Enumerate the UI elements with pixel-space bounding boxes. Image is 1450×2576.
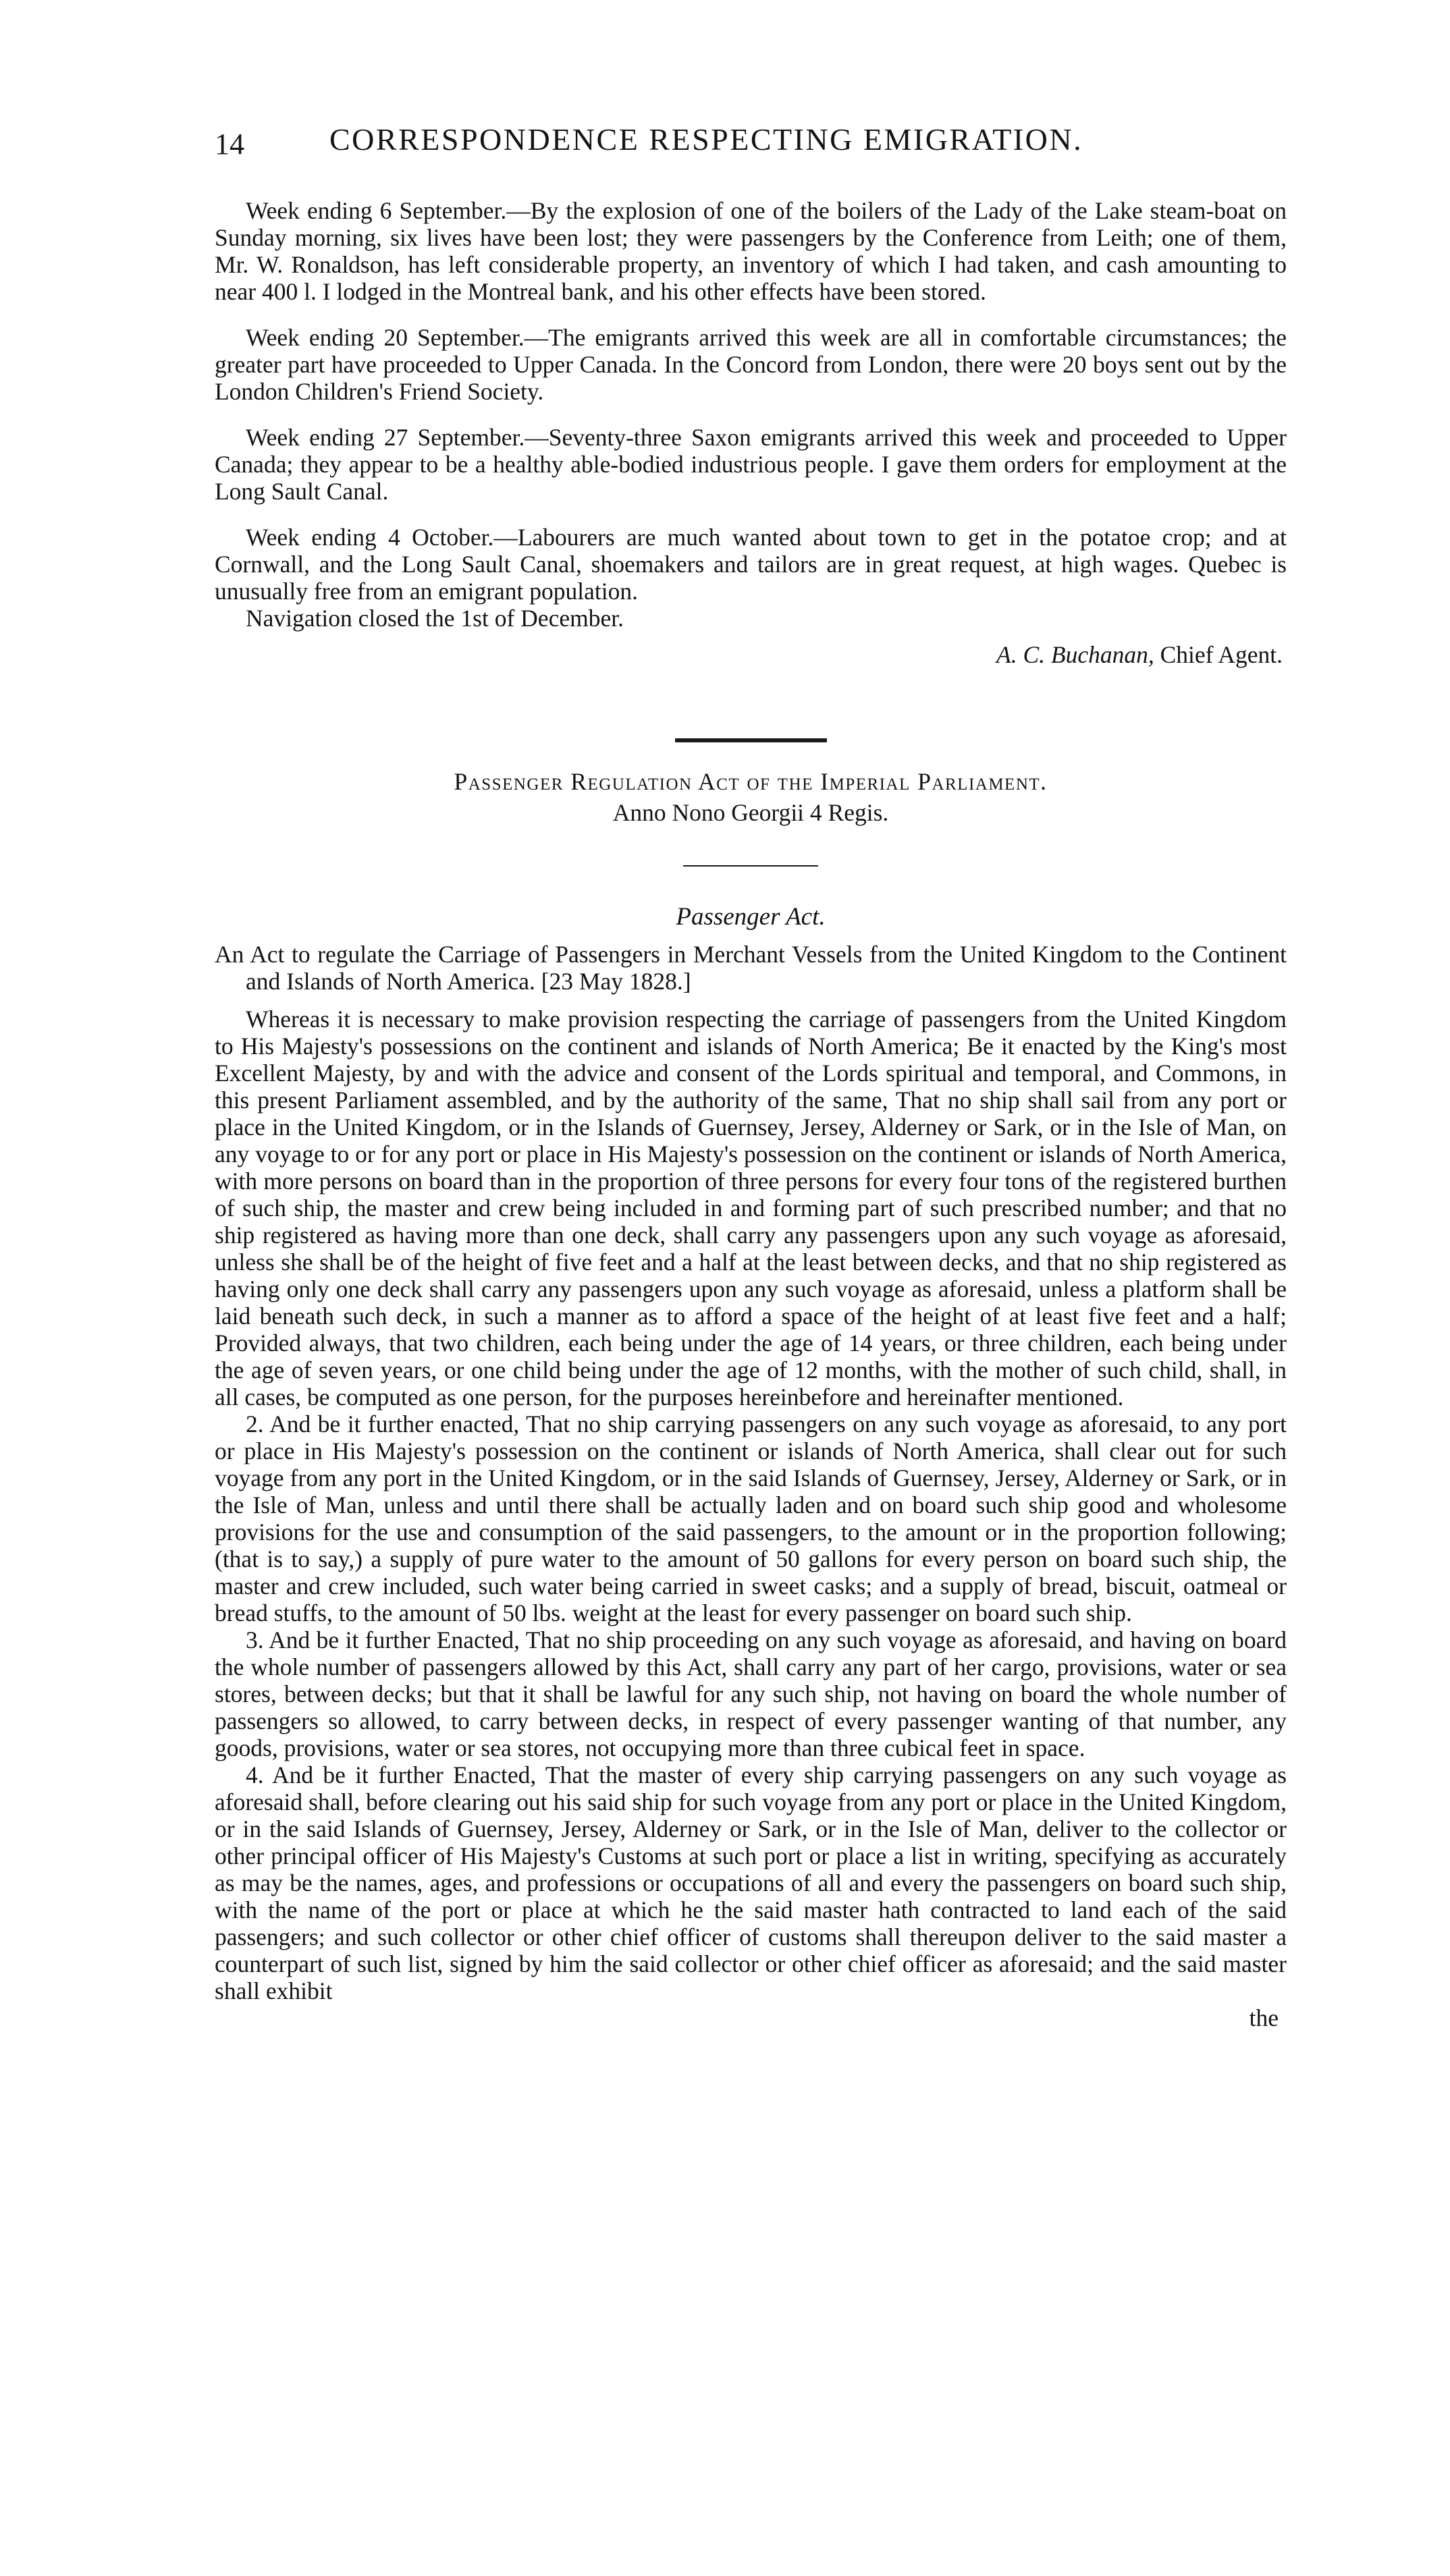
act-title: Passenger Act. [676, 903, 826, 931]
document-page [215, 121, 1287, 2031]
agent-report [215, 197, 1287, 668]
act-section-3: 3. And be it further Enacted, That no ship proceeding on any such voyage as aforesaid, and having on board the whole number of passengers allowed by this Act, shall carry any part of her cargo, provisions, water or sea stores, between decks; but that it shall be lawful for any such ship, not having on board the whole number of passengers so allowed, to carry between decks, in respect of every passenger wanting of that number, any goods, provisions, water or sea stores, not occupying more than three cubical feet in space. [215, 1626, 1287, 1761]
running-title: CORRESPONDENCE RESPECTING EMIGRATION. [329, 122, 1083, 157]
act-section-2: 2. And be it further enacted, That no ship carrying passengers on any such voyage as aforesaid, to any port or place in His Majesty's possession on the continent or islands of North America, shall clear out for such voyage from any port in the United Kingdom, or in the said Islands of Guernsey, Jersey, Alderney or Sark, or in the Isle of Man, unless and until there shall be actually laden and on board such ship good and wholesome provisions for the use and consumption of the said passengers, to the amount or in the proportion following; (that is to say,) a supply of pure water to the amount of 50 gallons for every person on board such ship, the master and crew included, such water being carried in sweet casks; and a supply of bread, biscuit, oatmeal or bread stuffs, to the amount of 50 lbs. weight at the least for every passenger on board such ship. [215, 1410, 1287, 1626]
act-section-4: 4. And be it further Enacted, That the master of every ship carrying passengers on any such voyage as aforesaid shall, before clearing out his said ship for such voyage from any port or place in the United Kingdom, or in the said Islands of Guernsey, Jersey, Alderney or Sark, or in the Isle of Man, deliver to the collector or other principal officer of His Majesty's Customs at such port or place a list in writing, specifying as accurately as may be the names, ages, and professions or occupations of all and every the passengers on board such ship, with the name of the port or place at which he the said master hath contracted to land each of the said passengers; and such collector or other chief officer of customs shall thereupon deliver to the said master a counterpart of such list, signed by him the said collector or other chief officer as aforesaid; and the said master shall exhibit [215, 1761, 1287, 2004]
section-divider-thick [675, 738, 827, 742]
catch-word: the [1249, 2004, 1279, 2031]
running-head [215, 121, 1287, 166]
section-divider-thin [683, 865, 818, 867]
report-paragraph-week-20-september: Week ending 20 September.—The emigrants arrived this week are all in comfortable circumstances; the greater part have proceeded to Upper Canada. In the Concord from London, there were 20 boys sent out by the London Children's Friend Society. [215, 324, 1287, 405]
act-body [215, 1006, 1287, 2031]
signature [215, 641, 1287, 668]
signature-name: A. C. Buchanan, [996, 641, 1154, 668]
act-subheading: Anno Nono Georgii 4 Regis. [612, 799, 889, 826]
act-long-title: An Act to regulate the Carriage of Passengers in Merchant Vessels from the United Kingdom to the Continent and Islands of North America. [23 May 1828.] [215, 941, 1287, 995]
report-paragraph-week-27-september: Week ending 27 September.—Seventy-three Saxon emigrants arrived this week and proceeded to Upper Canada; they appear to be a healthy able-bodied industrious people. I gave them orders for employment at the Long Sault Canal. [215, 424, 1287, 505]
act-preamble: Whereas it is necessary to make provision respecting the carriage of passengers from the United Kingdom to His Majesty's possessions on the continent and islands of North America; Be it enacted by the King's most Excellent Majesty, by and with the advice and consent of the Lords spiritual and temporal, and Commons, in this present Parliament assembled, and by the authority of the same, That no ship shall sail from any port or place in the United Kingdom, or in the Islands of Guernsey, Jersey, Alderney or Sark, or in the Isle of Man, on any voyage to or for any port or place in His Majesty's possession on the continent or islands of North America, with more persons on board than in the proportion of three persons for every four tons of the registered burthen of such ship, the master and crew being included in and forming part of such prescribed number; and that no ship registered as having more than one deck, shall carry any passengers upon any such voyage as aforesaid, unless she shall be of the height of five feet and a half at the least between decks, and that no ship registered as having only one deck shall carry any passengers upon any such voyage as aforesaid, unless a platform shall be laid beneath such deck, in such a manner as to afford a space of the height of at least five feet and a half; Provided always, that two children, each being under the age of 14 years, or three children, each being under the age of seven years, or one child being under the age of 12 months, with the mother of such child, shall, in all cases, be computed as one person, for the purposes hereinbefore and hereinafter mentioned. [215, 1006, 1287, 1410]
act-heading: Passenger Regulation Act of the Imperial Parliament. [454, 768, 1048, 795]
signature-title: Chief Agent. [1160, 641, 1283, 668]
report-paragraph-navigation-closed: Navigation closed the 1st of December. [246, 605, 624, 632]
page-number: 14 [215, 128, 244, 161]
report-paragraph-week-4-october: Week ending 4 October.—Labourers are much wanted about town to get in the potatoe crop; and at Cornwall, and the Long Sault Canal, shoemakers and tailors are in great request, at high wages. Quebec is unusually free from an emigrant population. [215, 524, 1287, 605]
report-paragraph-week-6-september: Week ending 6 September.—By the explosion of one of the boilers of the Lady of the Lake steam-boat on Sunday morning, six lives have been lost; they were passengers by the Conference from Leith; one of them, Mr. W. Ronaldson, has left considerable property, an inventory of which I had taken, and cash amounting to near 400 l. I lodged in the Montreal bank, and his other effects have been stored. [215, 197, 1287, 305]
